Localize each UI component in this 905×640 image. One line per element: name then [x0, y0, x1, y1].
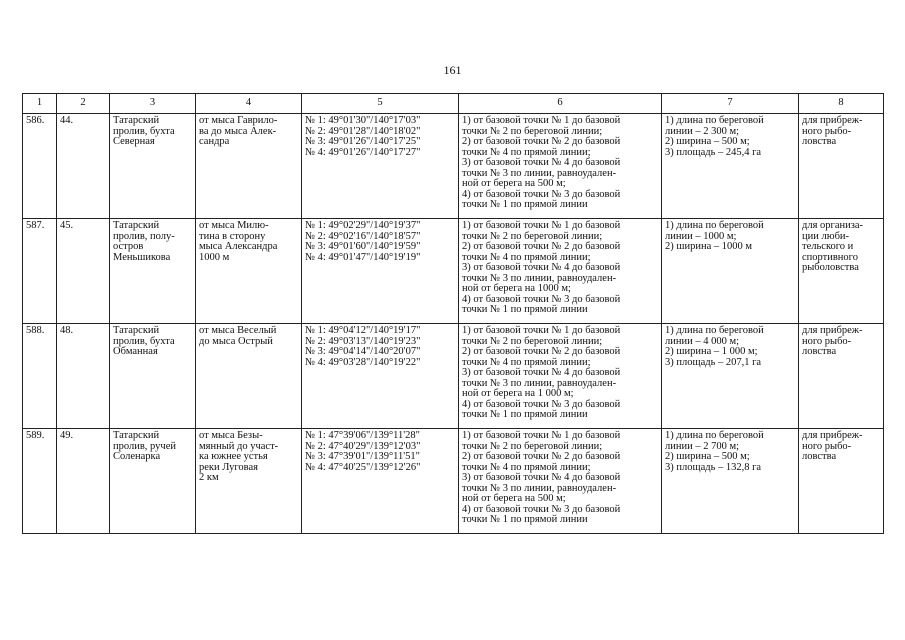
table-row	[23, 324, 884, 429]
dimension-line: 1) длина по береговой	[665, 115, 764, 126]
row-sub-number: 49.	[57, 429, 110, 534]
dimension-line: линии – 1000 м;	[665, 230, 737, 242]
purpose-cell: для прибреж- ного рыбо- ловства	[799, 114, 884, 219]
coordinate-line: № 2: 49°03'13"/140°19'23"	[305, 335, 421, 347]
header-row	[23, 94, 884, 114]
coordinates-cell	[302, 114, 459, 219]
location-cell: Татарский пролив, бухта Обманная	[110, 324, 196, 429]
coordinate-line: № 4: 47°40'25"/139°12'26"	[305, 461, 421, 473]
coordinate-line: № 3: 47°39'01"/139°11'51"	[305, 451, 420, 462]
dimension-line: линии – 2 700 м;	[665, 440, 740, 452]
table-row	[23, 219, 884, 324]
row-number: 588.	[23, 324, 57, 429]
column-header: 1	[23, 94, 57, 114]
table-row	[23, 114, 884, 219]
coordinates-cell	[302, 324, 459, 429]
column-header: 6	[459, 94, 662, 114]
row-sub-number: 44.	[57, 114, 110, 219]
column-header: 4	[196, 94, 302, 114]
column-header: 3	[110, 94, 196, 114]
dimensions-cell	[662, 219, 799, 324]
dimensions-cell	[662, 114, 799, 219]
purpose-cell: для организа- ции люби- тельского и спортивного рыболовства	[799, 219, 884, 324]
dimension-line: линии – 4 000 м;	[665, 335, 740, 347]
coordinate-line: № 3: 49°01'26"/140°17'25"	[305, 136, 421, 147]
dimension-line: 1) длина по береговой	[665, 430, 764, 441]
coordinate-line: № 2: 49°02'16"/140°18'57"	[305, 230, 421, 242]
dimensions-cell	[662, 429, 799, 534]
dimension-line: 1) длина по береговой	[665, 220, 764, 231]
coordinate-line: № 1: 49°01'30"/140°17'03"	[305, 115, 421, 126]
column-header: 5	[302, 94, 459, 114]
coordinates-cell	[302, 219, 459, 324]
dimension-line: 2) ширина – 1000 м	[665, 241, 752, 252]
row-number: 587.	[23, 219, 57, 324]
column-header: 7	[662, 94, 799, 114]
coordinates-cell	[302, 429, 459, 534]
coordinate-line: № 4: 49°01'26"/140°17'27"	[305, 146, 421, 158]
dimension-line: 3) площадь – 132,8 га	[665, 461, 762, 473]
dimension-line: 3) площадь – 207,1 га	[665, 356, 762, 368]
location-cell: Татарский пролив, бухта Северная	[110, 114, 196, 219]
location-cell: Татарский пролив, ручей Соленарка	[110, 429, 196, 534]
purpose-cell: для прибреж- ного рыбо- ловства	[799, 429, 884, 534]
coordinate-line: № 3: 49°04'14"/140°20'07"	[305, 346, 421, 357]
column-header: 2	[57, 94, 110, 114]
dimensions-cell	[662, 324, 799, 429]
boundary-description-cell: 1) от базовой точки № 1 до базовой точки № 2 по береговой линии; 2) от базовой точки № 2 до базовой точки № 4 по прямой линии; 3) от базовой точки № 4 до базовой точки № 3 по линии, равноудален- ной от берега на 1 000 м; 4) от базовой точки № 3 до базовой точки № 1 по прямой линии	[459, 324, 662, 429]
boundary-cell: от мыса Милю- тина в сторону мыса Александра 1000 м	[196, 219, 302, 324]
dimension-line: 1) длина по береговой	[665, 325, 764, 336]
boundary-description-cell: 1) от базовой точки № 1 до базовой точки № 2 по береговой линии; 2) от базовой точки № 2 до базовой точки № 4 по прямой линии; 3) от базовой точки № 4 до базовой точки № 3 по линии, равноудален- ной от берега на 500 м; 4) от базовой точки № 3 до базовой точки № 1 по прямой линии	[459, 114, 662, 219]
dimension-line: 2) ширина – 1 000 м;	[665, 346, 758, 357]
location-cell: Татарский пролив, полу- остров Меньшикова	[110, 219, 196, 324]
table-row	[23, 429, 884, 534]
coordinate-line: № 2: 49°01'28"/140°18'02"	[305, 125, 421, 137]
coordinate-line: № 4: 49°03'28"/140°19'22"	[305, 356, 421, 368]
row-sub-number: 48.	[57, 324, 110, 429]
purpose-cell: для прибреж- ного рыбо- ловства	[799, 324, 884, 429]
fishing-areas-table	[22, 93, 884, 534]
row-sub-number: 45.	[57, 219, 110, 324]
boundary-cell: от мыса Веселый до мыса Острый	[196, 324, 302, 429]
coordinate-line: № 1: 49°04'12"/140°19'17"	[305, 325, 421, 336]
column-header: 8	[799, 94, 884, 114]
row-number: 589.	[23, 429, 57, 534]
coordinate-line: № 1: 47°39'06"/139°11'28"	[305, 430, 420, 441]
coordinate-line: № 3: 49°01'60"/140°19'59"	[305, 241, 421, 252]
dimension-line: 2) ширина – 500 м;	[665, 451, 750, 462]
dimension-line: линии – 2 300 м;	[665, 125, 740, 137]
boundary-description-cell: 1) от базовой точки № 1 до базовой точки № 2 по береговой линии; 2) от базовой точки № 2 до базовой точки № 4 по прямой линии; 3) от базовой точки № 4 до базовой точки № 3 по линии, равноудален- ной от берега на 500 м; 4) от базовой точки № 3 до базовой точки № 1 по прямой линии	[459, 429, 662, 534]
dimension-line: 2) ширина – 500 м;	[665, 136, 750, 147]
boundary-cell: от мыса Гаврило- ва до мыса Алек- сандра	[196, 114, 302, 219]
coordinate-line: № 4: 49°01'47"/140°19'19"	[305, 251, 421, 263]
page-number: 161	[443, 63, 462, 77]
boundary-description-cell: 1) от базовой точки № 1 до базовой точки № 2 по береговой линии; 2) от базовой точки № 2 до базовой точки № 4 по прямой линии; 3) от базовой точки № 4 до базовой точки № 3 по линии, равноудален- ной от берега на 1000 м; 4) от базовой точки № 3 до базовой точки № 1 по прямой линии	[459, 219, 662, 324]
coordinate-line: № 2: 47°40'29"/139°12'03"	[305, 440, 421, 452]
row-number: 586.	[23, 114, 57, 219]
coordinate-line: № 1: 49°02'29"/140°19'37"	[305, 220, 421, 231]
boundary-cell: от мыса Безы- мянный до участ- ка южнее устья реки Луговая 2 км	[196, 429, 302, 534]
dimension-line: 3) площадь – 245,4 га	[665, 146, 762, 158]
